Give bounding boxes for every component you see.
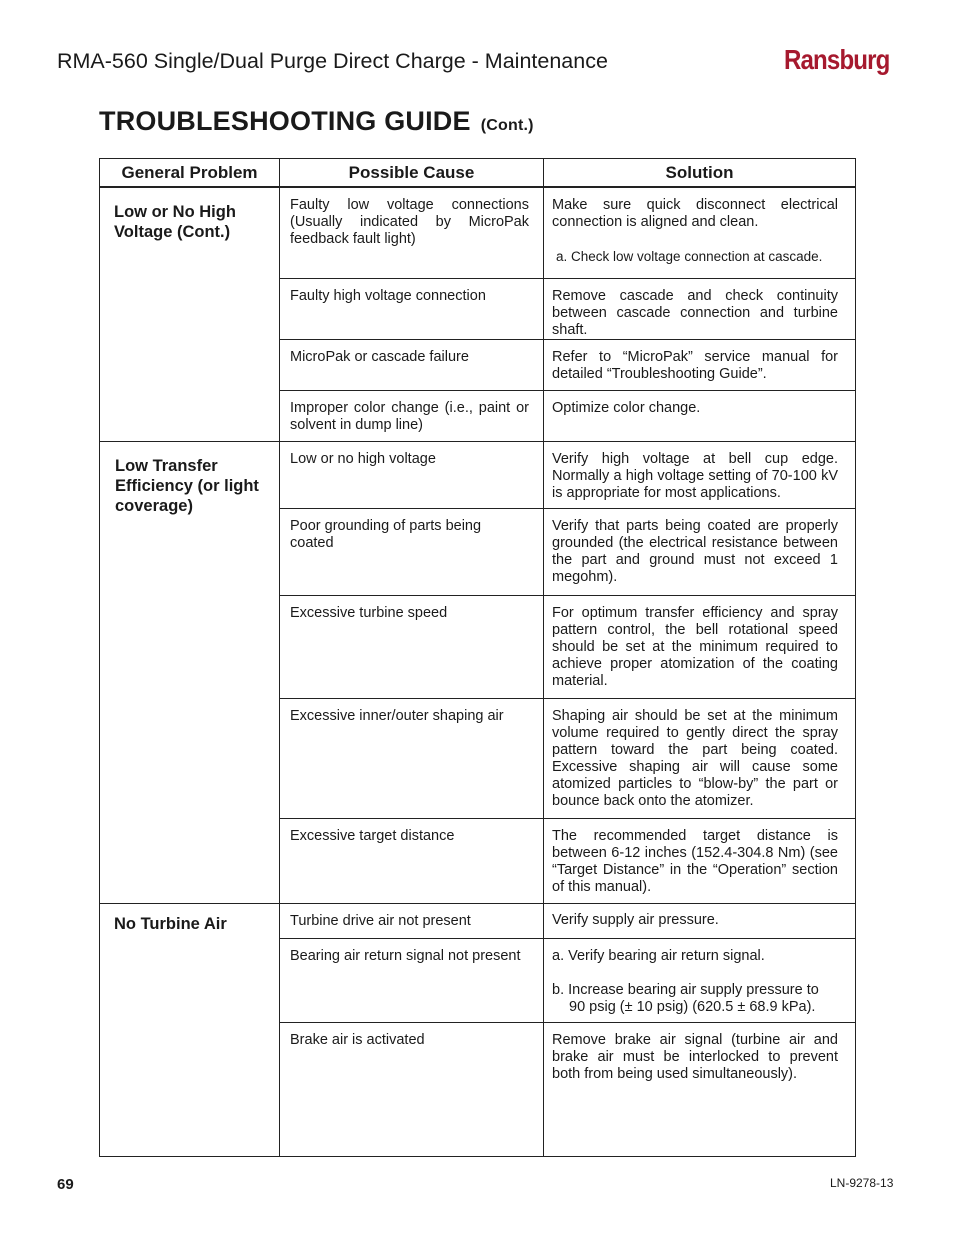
- solution-text: Make sure quick disconnect electrical connection is aligned and clean.: [552, 197, 838, 230]
- header-possible-cause: Possible Cause: [280, 159, 544, 188]
- cause-text: Improper color change (i.e., paint or solvent in dump line): [290, 399, 529, 433]
- cause-cell: [280, 818, 544, 903]
- problem-low-transfer-efficiency: Low Transfer Efficiency (or light coverage): [100, 441, 280, 903]
- table-row: [100, 187, 856, 278]
- solution-text: Shaping air should be set at the minimum volume required to gently direct the spray pattern toward the part being coated. Excessive shaping air will cause some atomized particles to “blow-by” the part or bounce back onto the atomizer.: [552, 707, 838, 809]
- cause-text: MicroPak or cascade failure: [290, 348, 469, 365]
- problem-low-or-no-high-voltage: Low or No High Voltage (Cont.): [100, 187, 280, 441]
- solution-text: Remove cascade and check continuity between cascade connection and turbine shaft.: [552, 287, 838, 338]
- cause-text: Low or no high voltage: [290, 450, 436, 467]
- cause-cell: [280, 441, 544, 508]
- cause-cell: [280, 903, 544, 938]
- cause-cell: [280, 187, 544, 278]
- document-code: LN-9278-13: [830, 1176, 894, 1190]
- solution-text: The recommended target distance is between 6-12 inches (152.4-304.8 Nm) (see “Target Distance” in the “Operation” section of this manual).: [552, 827, 838, 895]
- solution-cell: [544, 698, 856, 818]
- cause-text: Excessive inner/outer shaping air: [290, 707, 504, 724]
- solution-cell: [544, 339, 856, 390]
- cause-text: Faulty high voltage connection: [290, 287, 486, 304]
- cause-cell: [280, 1022, 544, 1156]
- solution-cell: [544, 508, 856, 595]
- ransburg-logo: Ransburg: [784, 44, 890, 75]
- header-general-problem: General Problem: [100, 159, 280, 188]
- cause-text: Poor grounding of parts being coated: [290, 517, 482, 551]
- table-row: [100, 903, 856, 938]
- cause-cell: [280, 698, 544, 818]
- cause-cell: [280, 938, 544, 1022]
- table-header-row: [100, 159, 856, 188]
- solution-cell: [544, 818, 856, 903]
- guide-title-text: TROUBLESHOOTING GUIDE: [99, 106, 471, 136]
- cause-cell: [280, 339, 544, 390]
- cause-cell: [280, 595, 544, 698]
- solution-cell: [544, 903, 856, 938]
- solution-cell: [544, 1022, 856, 1156]
- solution-cell: [544, 390, 856, 441]
- page-number: 69: [57, 1176, 74, 1193]
- solution-text: Remove brake air signal (turbine air and brake air must be interlocked to prevent both from being used simultaneously).: [552, 1031, 838, 1082]
- solution-cell: [544, 187, 856, 278]
- solution-cell: [544, 278, 856, 339]
- solution-text: Verify high voltage at bell cup edge. Normally a high voltage setting of 70-100 kV is appropriate for most applications.: [552, 450, 838, 501]
- solution-text: Refer to “MicroPak” service manual for detailed “Troubleshooting Guide”.: [552, 348, 838, 382]
- cause-text: Excessive turbine speed: [290, 604, 448, 621]
- cause-cell: [280, 508, 544, 595]
- guide-title: [99, 106, 534, 137]
- solution-extra-text: a. Check low voltage connection at cascade.: [556, 249, 823, 264]
- cause-text: Turbine drive air not present: [290, 912, 471, 929]
- cause-text: Brake air is activated: [290, 1031, 425, 1048]
- table-row: [100, 441, 856, 508]
- cause-text: Faulty low voltage connections (Usually indicated by MicroPak feedback fault light): [290, 197, 529, 247]
- cause-text: Bearing air return signal not present: [290, 947, 521, 964]
- solution-cell: [544, 441, 856, 508]
- guide-title-cont: (Cont.): [480, 117, 534, 134]
- cause-text: Excessive target distance: [290, 827, 455, 844]
- solution-text: For optimum transfer efficiency and spray pattern control, the bell rotational speed should be set at the minimum required to achieve proper atomization of the coating material.: [552, 604, 838, 689]
- cause-cell: [280, 278, 544, 339]
- header-solution: Solution: [544, 159, 856, 188]
- solution-cell: [544, 595, 856, 698]
- problem-no-turbine-air: No Turbine Air: [100, 903, 280, 1156]
- solution-text: Verify that parts being coated are properly grounded (the electrical resistance between the part and ground must not exceed 1 megohm).: [552, 517, 838, 585]
- troubleshooting-table: [99, 158, 856, 1157]
- solution-cell: [544, 938, 856, 1022]
- cause-cell: [280, 390, 544, 441]
- solution-text: a. Verify bearing air return signal.: [552, 947, 765, 964]
- solution-text: Verify supply air pressure.: [552, 911, 719, 928]
- document-header-title: RMA-560 Single/Dual Purge Direct Charge - Maintenance: [57, 49, 608, 73]
- solution-extra-text: b. Increase bearing air supply pressure to 90 psig (± 10 psig) (620.5 ± 68.9 kPa).: [552, 981, 819, 1015]
- solution-text: Optimize color change.: [552, 399, 701, 416]
